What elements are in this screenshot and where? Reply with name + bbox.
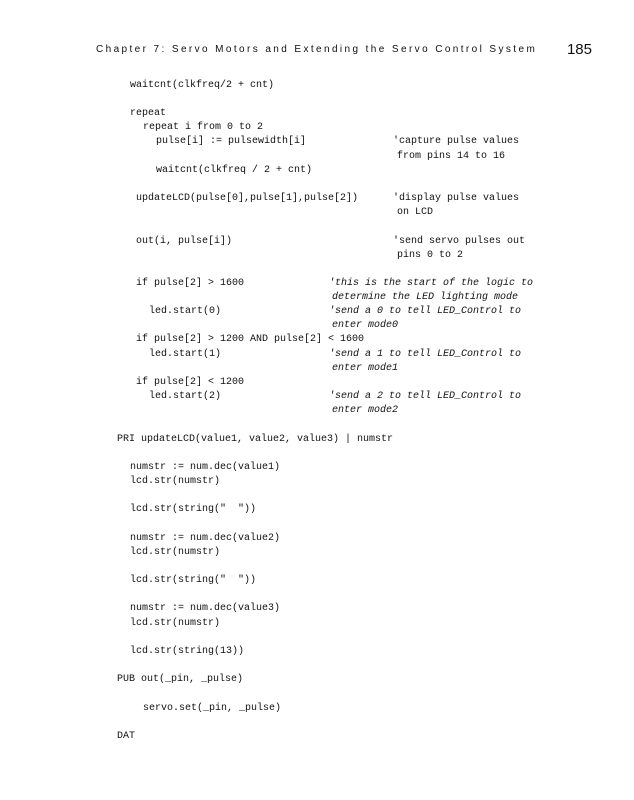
code-comment: 'display pulse values <box>393 193 520 204</box>
code-comment: determine the LED lighting mode <box>332 292 519 303</box>
code-comment: enter mode0 <box>332 320 399 331</box>
code-line: repeat i from 0 to 2 <box>143 122 264 133</box>
chapter-title: Chapter 7: Servo Motors and Extending the Servo Control System <box>96 44 538 55</box>
code-line: lcd.str(string(13)) <box>130 646 245 657</box>
code-line: pulse[i] := pulsewidth[i] <box>156 136 307 147</box>
code-comment: 'send a 0 to tell LED_Control to <box>329 306 522 317</box>
code-line: PRI updateLCD(value1, value2, value3) | numstr <box>117 434 394 445</box>
code-line: if pulse[2] > 1600 <box>136 278 245 289</box>
code-comment: enter mode2 <box>332 405 399 416</box>
code-comment: from pins 14 to 16 <box>397 151 506 162</box>
code-comment: 'send a 2 to tell LED_Control to <box>329 391 522 402</box>
code-line: numstr := num.dec(value1) <box>130 462 281 473</box>
code-comment: 'send a 1 to tell LED_Control to <box>329 349 522 360</box>
code-line: numstr := num.dec(value2) <box>130 533 281 544</box>
code-comment: 'capture pulse values <box>393 136 520 147</box>
code-comment: pins 0 to 2 <box>397 250 464 261</box>
code-line: out(i, pulse[i]) <box>136 236 233 247</box>
code-line: if pulse[2] > 1200 AND pulse[2] < 1600 <box>136 334 365 345</box>
code-line: led.start(2) <box>149 391 222 402</box>
code-line: lcd.str(numstr) <box>130 618 221 629</box>
code-line: lcd.str(string(" ")) <box>130 575 257 586</box>
code-comment: 'this is the start of the logic to <box>329 278 534 289</box>
code-line: waitcnt(clkfreq / 2 + cnt) <box>156 165 313 176</box>
code-comment: on LCD <box>397 207 434 218</box>
code-comment: enter mode1 <box>332 363 399 374</box>
code-line: numstr := num.dec(value3) <box>130 603 281 614</box>
code-line: DAT <box>117 731 136 742</box>
code-line: updateLCD(pulse[0],pulse[1],pulse[2]) <box>136 193 359 204</box>
code-line: if pulse[2] < 1200 <box>136 377 245 388</box>
code-line: lcd.str(numstr) <box>130 547 221 558</box>
code-line: repeat <box>130 108 167 119</box>
code-line: PUB out(_pin, _pulse) <box>117 674 244 685</box>
code-line: servo.set(_pin, _pulse) <box>143 703 282 714</box>
code-line: led.start(0) <box>149 306 222 317</box>
page-number: 185 <box>566 41 592 58</box>
code-line: lcd.str(string(" ")) <box>130 504 257 515</box>
code-line: waitcnt(clkfreq/2 + cnt) <box>130 80 275 91</box>
code-line: lcd.str(numstr) <box>130 476 221 487</box>
code-comment: 'send servo pulses out <box>393 236 526 247</box>
code-line: led.start(1) <box>149 349 222 360</box>
